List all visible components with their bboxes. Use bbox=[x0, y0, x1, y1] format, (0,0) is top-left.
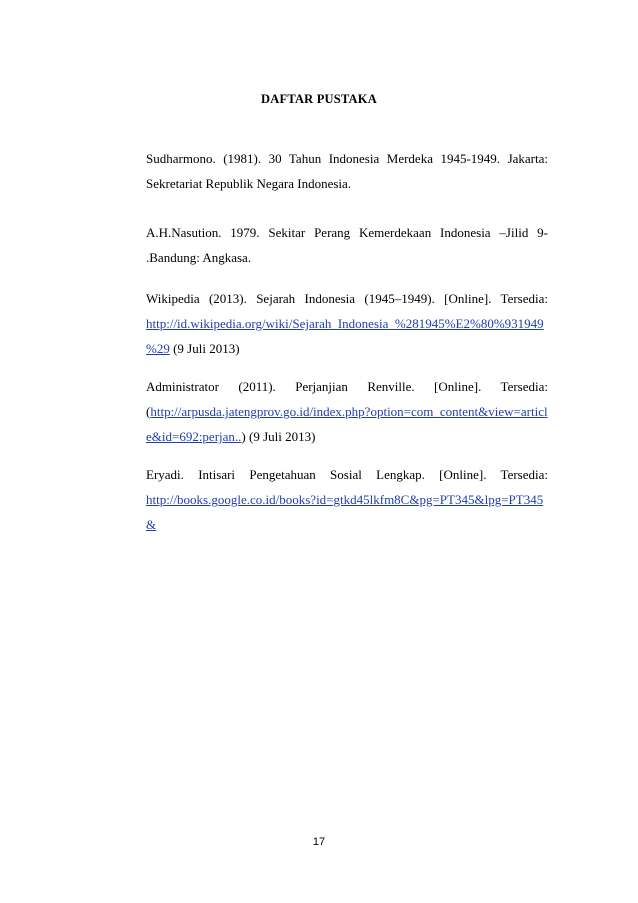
reference-entry bbox=[146, 462, 548, 537]
reference-access-date: (9 Juli 2013) bbox=[169, 341, 240, 356]
reference-text: .Bandung: Angkasa. bbox=[146, 250, 252, 265]
reference-link[interactable]: & bbox=[146, 517, 157, 532]
reference-bracket: ( bbox=[146, 404, 151, 419]
reference-text: Sudharmono. (1981). 30 Tahun Indonesia Merdeka 1945-1949. Jakarta: bbox=[146, 151, 548, 166]
reference-link[interactable]: http://arpusda.jatengprov.go.id/index.php?option=com_content&view=articl bbox=[150, 404, 548, 419]
reference-text: Administrator (2011). Perjanjian Renville. [Online]. Tersedia: bbox=[146, 379, 548, 394]
reference-entry bbox=[146, 146, 548, 196]
reference-text: Wikipedia (2013). Sejarah Indonesia (1945–1949). [Online]. Tersedia: bbox=[146, 291, 548, 306]
reference-link[interactable]: e&id=692:perjan.. bbox=[146, 429, 242, 444]
reference-link[interactable]: %29 bbox=[146, 341, 170, 356]
reference-access-date: ) (9 Juli 2013) bbox=[241, 429, 316, 444]
reference-entry bbox=[146, 374, 548, 449]
page-number: 17 bbox=[312, 836, 326, 848]
reference-text: A.H.Nasution. 1979. Sekitar Perang Kemerdekaan Indonesia –Jilid 9- bbox=[146, 225, 548, 240]
reference-link[interactable]: http://books.google.co.id/books?id=gtkd45lkfm8C&pg=PT345&lpg=PT345 bbox=[146, 492, 544, 507]
reference-entry bbox=[146, 286, 548, 361]
reference-text: Eryadi. Intisari Pengetahuan Sosial Lengkap. [Online]. Tersedia: bbox=[146, 467, 548, 482]
page-title: DAFTAR PUSTAKA bbox=[261, 92, 377, 106]
reference-text: Sekretariat Republik Negara Indonesia. bbox=[146, 176, 352, 191]
reference-link[interactable]: http://id.wikipedia.org/wiki/Sejarah_Indonesia_%281945%E2%80%931949 bbox=[146, 316, 544, 331]
reference-entry bbox=[146, 220, 548, 270]
